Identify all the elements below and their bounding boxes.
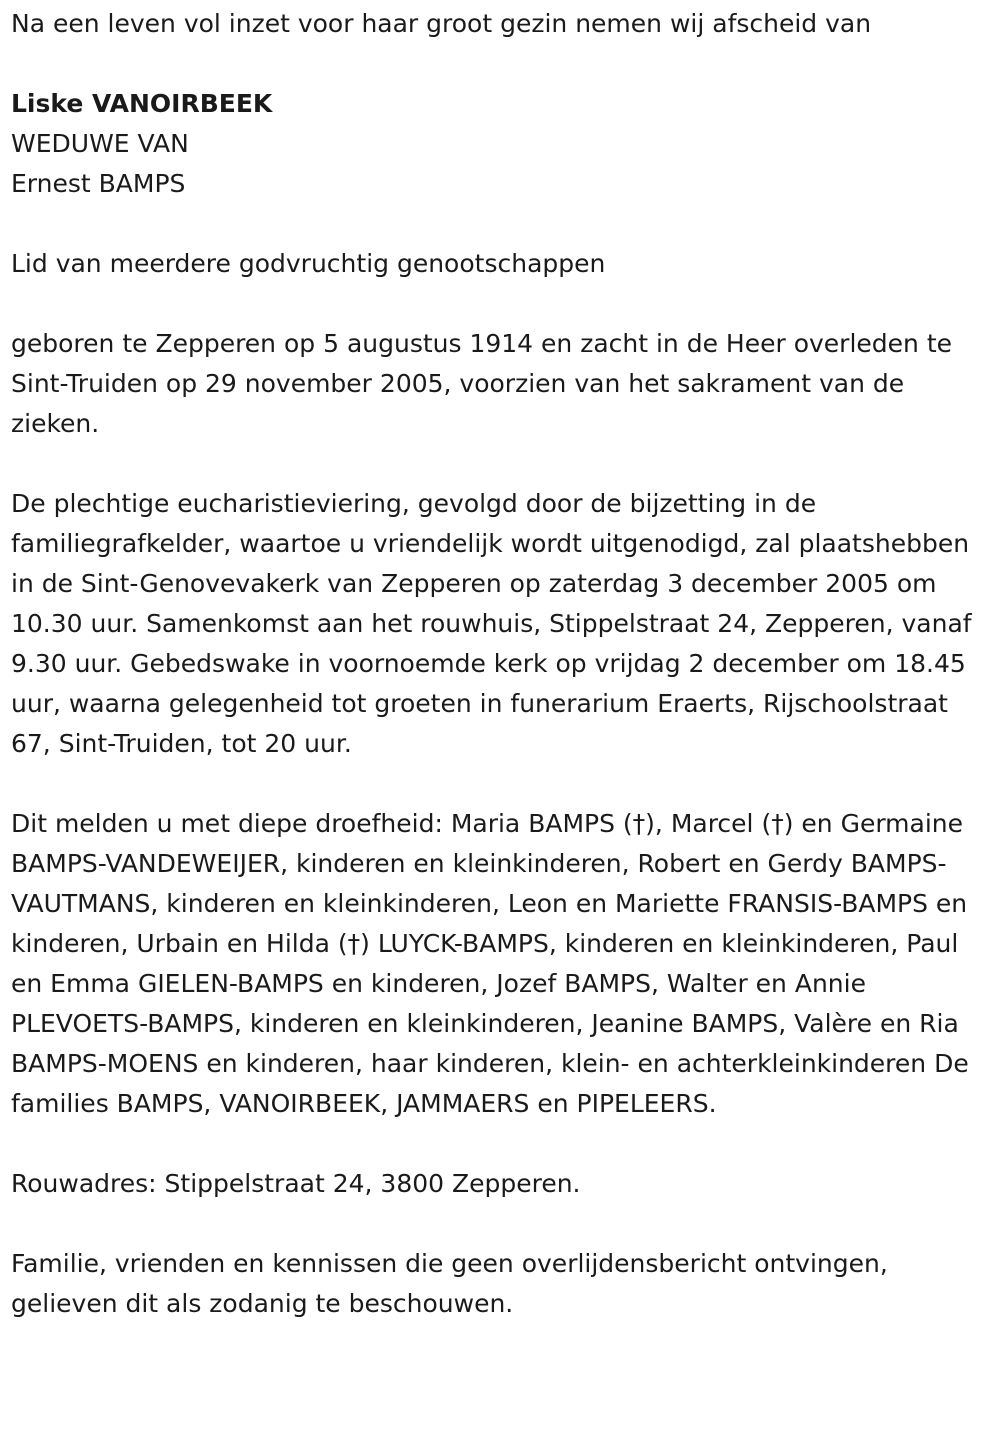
membership-text: Lid van meerdere godvruchtig genootschappen [11,249,606,278]
address-text: Rouwadres: Stippelstraat 24, 3800 Zepperen. [11,1169,581,1198]
family-paragraph: Dit melden u met diepe droefheid: Maria BAMPS (†), Marcel (†) en Germaine BAMPS-VANDEWEIJER, kinderen en kleinkinderen, Robert en Gerdy BAMPS-VAUTMANS, kinderen en kleinkinderen, Leon en Mariette FRANSIS-BAMPS en kinderen, Urbain en Hilda (†) LUYCK-BAMPS, kinderen en kleinkinderen, Paul en Emma GIELEN-BAMPS en kinderen, Jozef BAMPS, Walter en Annie PLEVOETS-BAMPS, kinderen en kleinkinderen, Jeanine BAMPS, Valère en Ria BAMPS-MOENS en kinderen, haar kinderen, klein- en achterkleinkinderen De families BAMPS, VANOIRBEEK, JAMMAERS en PIPELEERS. [11,809,969,1118]
spouse-name: Ernest BAMPS [11,169,186,198]
spacer [11,204,992,244]
birth-death-paragraph: geboren te Zepperen op 5 augustus 1914 en zacht in de Heer overleden te Sint-Truiden op 29 november 2005, voorzien van het sakrament van de zieken. [11,329,953,438]
deceased-name: Liske VANOIRBEEK [11,89,273,118]
ceremony-paragraph: De plechtige eucharistieviering, gevolgd door de bijzetting in de familiegrafkelder, waartoe u vriendelijk wordt uitgenodigd, zal plaatshebben in de Sint-Genovevakerk van Zepperen op zaterdag 3 december 2005 om 10.30 uur. Samenkomst aan het rouwhuis, Stippelstraat 24, Zepperen, vanaf 9.30 uur. Gebedswake in voornoemde kerk op vrijdag 2 december om 18.45 uur, waarna gelegenheid tot groeten in funerarium Eraerts, Rijschoolstraat 67, Sint-Truiden, tot 20 uur. [11,489,972,758]
relation-label: WEDUWE VAN [11,129,189,158]
intro-text: Na een leven vol inzet voor haar groot gezin nemen wij afscheid van [11,9,872,38]
closing-paragraph: Familie, vrienden en kennissen die geen overlijdensbericht ontvingen, gelieven dit als zodanig te beschouwen. [11,1249,888,1318]
spacer [11,44,992,84]
